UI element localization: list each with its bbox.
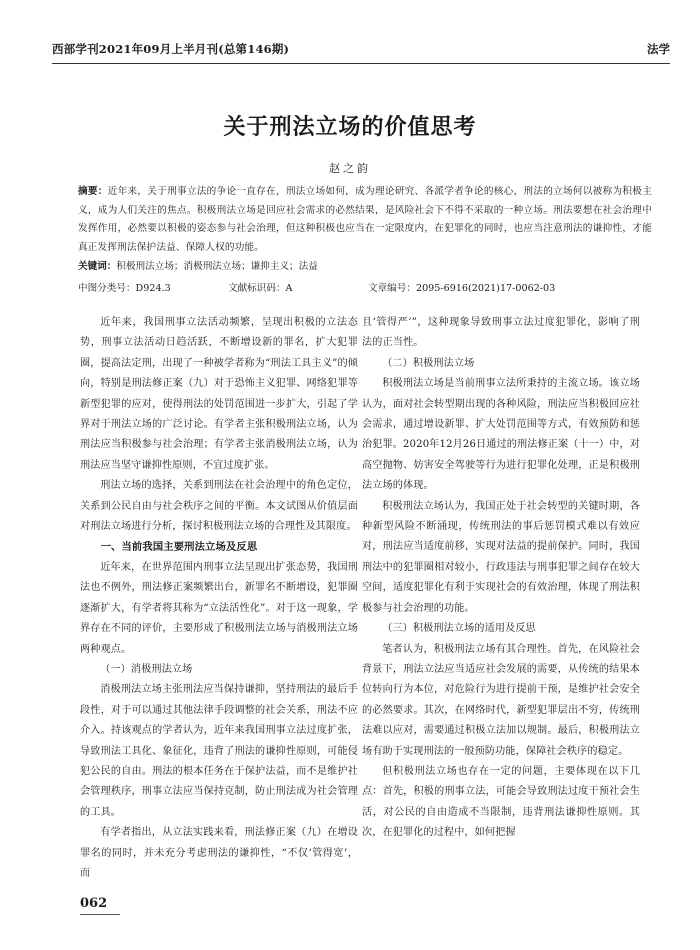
journal-title: 西部学刊2021年09月上半月刊(总第146期)	[52, 42, 290, 56]
article-metadata	[78, 280, 652, 296]
body-column-right	[362, 313, 640, 844]
page-number-rule	[80, 914, 120, 915]
body-paragraph: 近年来，在世界范围内刑事立法呈现出扩张态势，我国刑法也不例外，刑法修正案频繁出台，新罪名不断增设，犯罪圈逐渐扩大，有学者将其称为“立法活性化”。对于这一现象，学界存在不同的评价，主要形成了积极刑法立场与消极刑法立场两种观点。	[80, 561, 358, 655]
body-paragraph: 近年来，我国刑事立法活动频繁，呈现出积极的立法态势，刑事立法活动日趋活跃，不断增设新的罪名，扩大犯罪圈，提高法定刑，出现了一种被学者称为“刑法工具主义”的倾向，特别是刑法修正案（九）对于恐怖主义犯罪、网络犯罪等新型犯罪的应对，使得刑法的处罚范围进一步扩大，引起了学界对于刑法立场的广泛讨论。有学者主张积极刑法立场，认为刑法应当积极参与社会治理；有学者主张消极刑法立场，认为刑法应当坚守谦抑性原则，不宜过度扩张。	[80, 317, 358, 471]
header-divider	[52, 63, 670, 64]
keywords-text: 积极刑法立场；消极刑法立场；谦抑主义；法益	[116, 261, 318, 272]
article-number: 文章编号：2095-6916(2021)17-0062-03	[368, 283, 556, 294]
body-paragraph: 积极刑法立场是当前刑事立法所秉持的主流立场。该立场认为，面对社会转型期出现的各种风险，刑法应当积极回应社会需求，通过增设新罪、扩大处罚范围等方式，有效预防和惩治犯罪。2020年12月26日通过的刑法修正案（十一）中，对高空抛物、妨害安全驾驶等行为进行犯罪化处理，正是积极刑法立场的体现。	[362, 378, 640, 492]
body-paragraph: 积极刑法立场认为，我国正处于社会转型的关键时期，各种新型风险不断涌现，传统刑法的事后惩罚模式难以有效应对，刑法应当适度前移，实现对法益的提前保护。同时，我国刑法中的犯罪圈相对较小，行政违法与刑事犯罪之间存在较大空间，适度犯罪化有利于实现社会的有效治理，体现了刑法积极参与社会治理的功能。	[362, 500, 640, 614]
article-title: 关于刑法立场的价值思考	[223, 115, 477, 140]
body-paragraph: 有学者指出，从立法实践来看，刑法修正案（九）在增设罪名的同时，并未充分考虑刑法的谦抑性，“不仅‘管得宽’，而	[80, 827, 358, 879]
section-heading: （二）积极刑法立场	[382, 357, 475, 369]
page-number: 062	[80, 896, 108, 911]
section-label: 法学	[647, 42, 670, 56]
abstract	[78, 183, 652, 257]
keywords	[78, 258, 652, 276]
abstract-label: 摘要：	[78, 186, 108, 197]
body-paragraph: 刑法立场的选择，关系到刑法在社会治理中的角色定位，关系到公民自由与社会秩序之间的平衡。本文试图从价值层面对刑法立场进行分析，探讨积极刑法立场的合理性及其限度。	[80, 480, 358, 533]
body-paragraph: 且‘管得严’”，这种现象导致刑事立法过度犯罪化，影响了刑法的正当性。	[362, 317, 640, 349]
running-header	[52, 41, 670, 61]
section-heading: （三）积极刑法立场的适用及反思	[382, 623, 536, 635]
keywords-label: 关键词：	[78, 261, 117, 272]
document-code: 文献标识码：A	[228, 283, 293, 294]
section-heading: 一、当前我国主要刑法立场及反思	[100, 541, 258, 554]
section-heading: （一）消极刑法立场	[100, 663, 193, 675]
body-paragraph: 但积极刑法立场也存在一定的问题，主要体现在以下几点：首先，积极的刑事立法，可能会导致刑法过度干预社会生活，对公民的自由造成不当限制，违背刑法谦抑性原则。其次，在犯罪化的过程中，如何把握	[362, 765, 640, 839]
abstract-text: 近年来，关于刑事立法的争论一直存在，刑法立场如何，成为理论研究、各派学者争论的核心，刑法的立场何以被称为积极主义，成为人们关注的焦点。积极刑法立场是回应社会需求的必然结果，是风险社会下不得不采取的一种立场。刑法要想在社会治理中发挥作用，必然要以积极的姿态参与社会治理，但这种积极也应当在一定限度内，在犯罪化的同时，也应当注意刑法的谦抑性，才能真正发挥刑法保护法益、保障人权的功能。	[78, 186, 652, 253]
body-column-left	[80, 313, 358, 883]
body-paragraph: 消极刑法立场主张刑法应当保持谦抑，坚持刑法的最后手段性，对于可以通过其他法律手段调整的社会关系，刑法不应介入。持该观点的学者认为，近年来我国刑事立法过度扩张，导致刑法工具化、象征化，违背了刑法的谦抑性原则，可能侵犯公民的自由。刑法的根本任务在于保护法益，而不是维护社会管理秩序，刑事立法应当保持克制，防止刑法成为社会管理的工具。	[80, 684, 358, 818]
body-paragraph: 笔者认为，积极刑法立场有其合理性。首先，在风险社会背景下，刑法立法应当适应社会发展的需要，从传统的结果本位转向行为本位，对危险行为进行提前干预，是维护社会安全的必然要求。其次，在网络时代，新型犯罪层出不穷，传统刑法难以应对，需要通过积极立法加以规制。最后，积极刑法立场有助于实现刑法的一般预防功能，保障社会秩序的稳定。	[362, 643, 640, 757]
article-author: 赵之韵	[329, 162, 371, 175]
clc-number: 中图分类号：D924.3	[78, 283, 171, 294]
